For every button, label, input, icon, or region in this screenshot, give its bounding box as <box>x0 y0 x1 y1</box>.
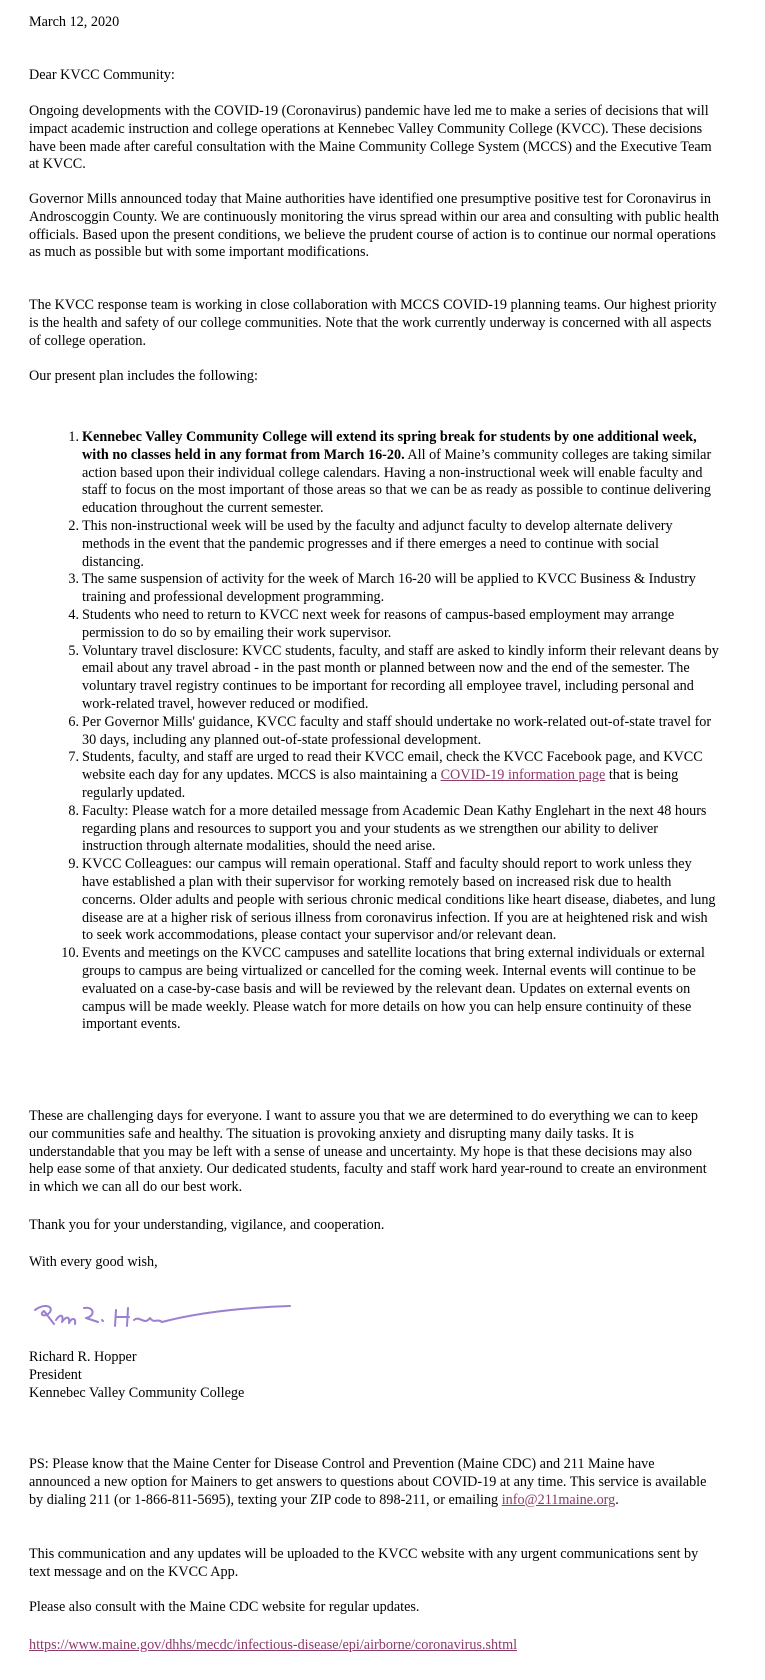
email-link[interactable]: info@211maine.org <box>501 1491 616 1508</box>
list-item-text: Students, faculty, and staff are urged to read their KVCC email, check the KVCC Facebook page, and KVCC website each day for any updates. MCCS is also maintaining a <box>82 749 703 784</box>
list-item <box>29 714 719 750</box>
paragraph-response-team: The KVCC response team is working in close collaboration with MCCS COVID-19 planning teams. Our highest priority is the health and safety of our college communities. Note that the work currently underway is concerned with all aspects of college operation. <box>29 297 717 349</box>
list-item-text: The same suspension of activity for the week of March 16-20 will be applied to KVCC Business & Industry training and professional development programming. <box>82 571 696 606</box>
list-number: 5. <box>68 642 79 659</box>
signer-organization: Kennebec Valley Community College <box>29 1385 245 1401</box>
postscript <box>29 1456 719 1509</box>
list-item <box>29 856 719 945</box>
list-item-text: Students who need to return to KVCC next week for reasons of campus-based employment may arrange permission to do so by emailing their work supervisor. <box>82 606 675 641</box>
plan-intro: Our present plan includes the following: <box>29 368 258 384</box>
paragraph-cdc: Please also consult with the Maine CDC website for regular updates. <box>29 1599 420 1615</box>
list-item <box>29 643 719 714</box>
handwritten-signature <box>32 1296 292 1336</box>
list-item-text: Events and meetings on the KVCC campuses and satellite locations that bring external individuals or external groups to campus are being virtualized or cancelled for the coming week. Internal events will continue to be evaluated on a case-by-case basis and will be reviewed by the relevant dean. Updates on external events on campus will be made weekly. Please watch for more details on how you can help ensure continuity of these important events. <box>82 945 705 1033</box>
list-item <box>29 518 719 571</box>
list-number: 10. <box>61 945 79 962</box>
list-number: 8. <box>68 802 79 819</box>
list-item-text: All of Maine’s community colleges are taking similar action based upon their individual college calendars. Having a non-instructional week will enable faculty and staff to focus on the most important of those areas so that we can be as ready as possible to continue delivering education throughout the current semester. <box>82 446 712 517</box>
list-item-text: Voluntary travel disclosure: KVCC students, faculty, and staff are asked to kindly inform their relevant deans by email about any travel abroad - in the past month or planned between now and the end of the semester. The voluntary travel registry continues to be important for recording all employee travel, including personal and work-related travel, however reduced or modified. <box>82 642 719 712</box>
list-item-text: Per Governor Mills' guidance, KVCC faculty and staff should undertake no work-related out-of-state travel for 30 days, including any planned out-of-state professional development. <box>82 713 712 748</box>
list-number: 4. <box>68 606 79 623</box>
postscript-text: PS: Please know that the Maine Center for Disease Control and Prevention (Maine CDC) and 211 Maine have announced a new option for Mainers to get answers to questions about COVID-19 at any time. This service is available by dialing 211 (or 1-866-811-5695), texting your ZIP code to 898-211, or emailing <box>29 1456 707 1508</box>
letter-date: March 12, 2020 <box>29 14 120 30</box>
list-item <box>29 607 719 643</box>
list-number: 6. <box>68 713 79 730</box>
paragraph-intro: Ongoing developments with the COVID-19 (Coronavirus) pandemic have led me to make a series of decisions that will impact academic instruction and college operations at Kennebec Valley Community College (KVCC). These decisions have been made after careful consultation with the Maine Community College System (MCCS) and the Executive Team at KVCC. <box>29 103 712 173</box>
cdc-url-paragraph <box>29 1637 719 1655</box>
list-item <box>29 571 719 607</box>
list-item-text: Faculty: Please watch for a more detailed message from Academic Dean Kathy Englehart in the next 48 hours regarding plans and resources to support you and your students as we strengthen our ability to deliver instruction through alternate modalities, should the need arise. <box>82 802 707 855</box>
list-item <box>29 429 719 518</box>
paragraph-communications: This communication and any updates will be uploaded to the KVCC website with any urgent communications sent by text message and on the KVCC App. <box>29 1546 699 1580</box>
paragraph-challenging-days: These are challenging days for everyone. I want to assure you that we are determined to do everything we can to keep our communities safe and healthy. The situation is provoking anxiety and disrupting many daily tasks. It is understandable that you may be left with a sense of unease and uncertainty. My hope is that these decisions may also help ease some of that anxiety. Our dedicated students, faculty and staff work hard year-round to create an environment in which we can all do our best work. <box>29 1108 707 1196</box>
list-item-text: This non-instructional week will be used by the faculty and adjunct faculty to develop alternate delivery methods in the event that the pandemic progresses and if there emerges a need to continue with social distancing. <box>82 517 673 570</box>
plan-list <box>29 429 719 1034</box>
list-number: 1. <box>68 429 79 445</box>
cdc-website-link[interactable]: https://www.maine.gov/dhhs/mecdc/infectious-disease/epi/airborne/coronavirus.shtml <box>29 1637 518 1653</box>
list-item <box>29 749 719 802</box>
paragraph-governor: Governor Mills announced today that Maine authorities have identified one presumptive positive test for Coronavirus in Androscoggin County. We are continuously monitoring the virus spread within our area and consulting with public health officials. Based upon the present conditions, we believe the prudent course of action is to continue our normal operations as much as possible but with some important modifications. <box>29 191 719 261</box>
list-number: 9. <box>68 856 79 873</box>
list-item-bold: Kennebec Valley Community College will extend its spring break for students by one additional week, with no classes held in any format from March 16-20. <box>82 429 697 463</box>
list-number: 2. <box>68 517 79 534</box>
list-number: 7. <box>68 749 79 766</box>
covid-info-page-link[interactable]: COVID-19 information page <box>440 767 606 784</box>
list-item <box>29 803 719 856</box>
signer-title: President <box>29 1367 82 1383</box>
signer-name: Richard R. Hopper <box>29 1349 137 1365</box>
list-item-text-after: that is being regularly updated. <box>82 767 679 801</box>
thanks-line: Thank you for your understanding, vigilance, and cooperation. <box>29 1217 385 1233</box>
postscript-end: . <box>615 1491 619 1508</box>
list-item <box>29 945 719 1034</box>
list-number: 3. <box>68 571 79 588</box>
list-item-text: KVCC Colleagues: our campus will remain operational. Staff and faculty should report to work unless they have established a plan with their supervisor for working remotely based on increased risk due to health concerns. Older adults and people with serious chronic medical conditions like heart disease, diabetes, and lung disease are at a higher risk of serious illness from coronavirus infection. If you are at heightened risk and wish to seek work accommodations, please contact your supervisor and/or relevant dean. <box>82 856 716 944</box>
closing-line: With every good wish, <box>29 1254 158 1270</box>
salutation: Dear KVCC Community: <box>29 67 175 83</box>
